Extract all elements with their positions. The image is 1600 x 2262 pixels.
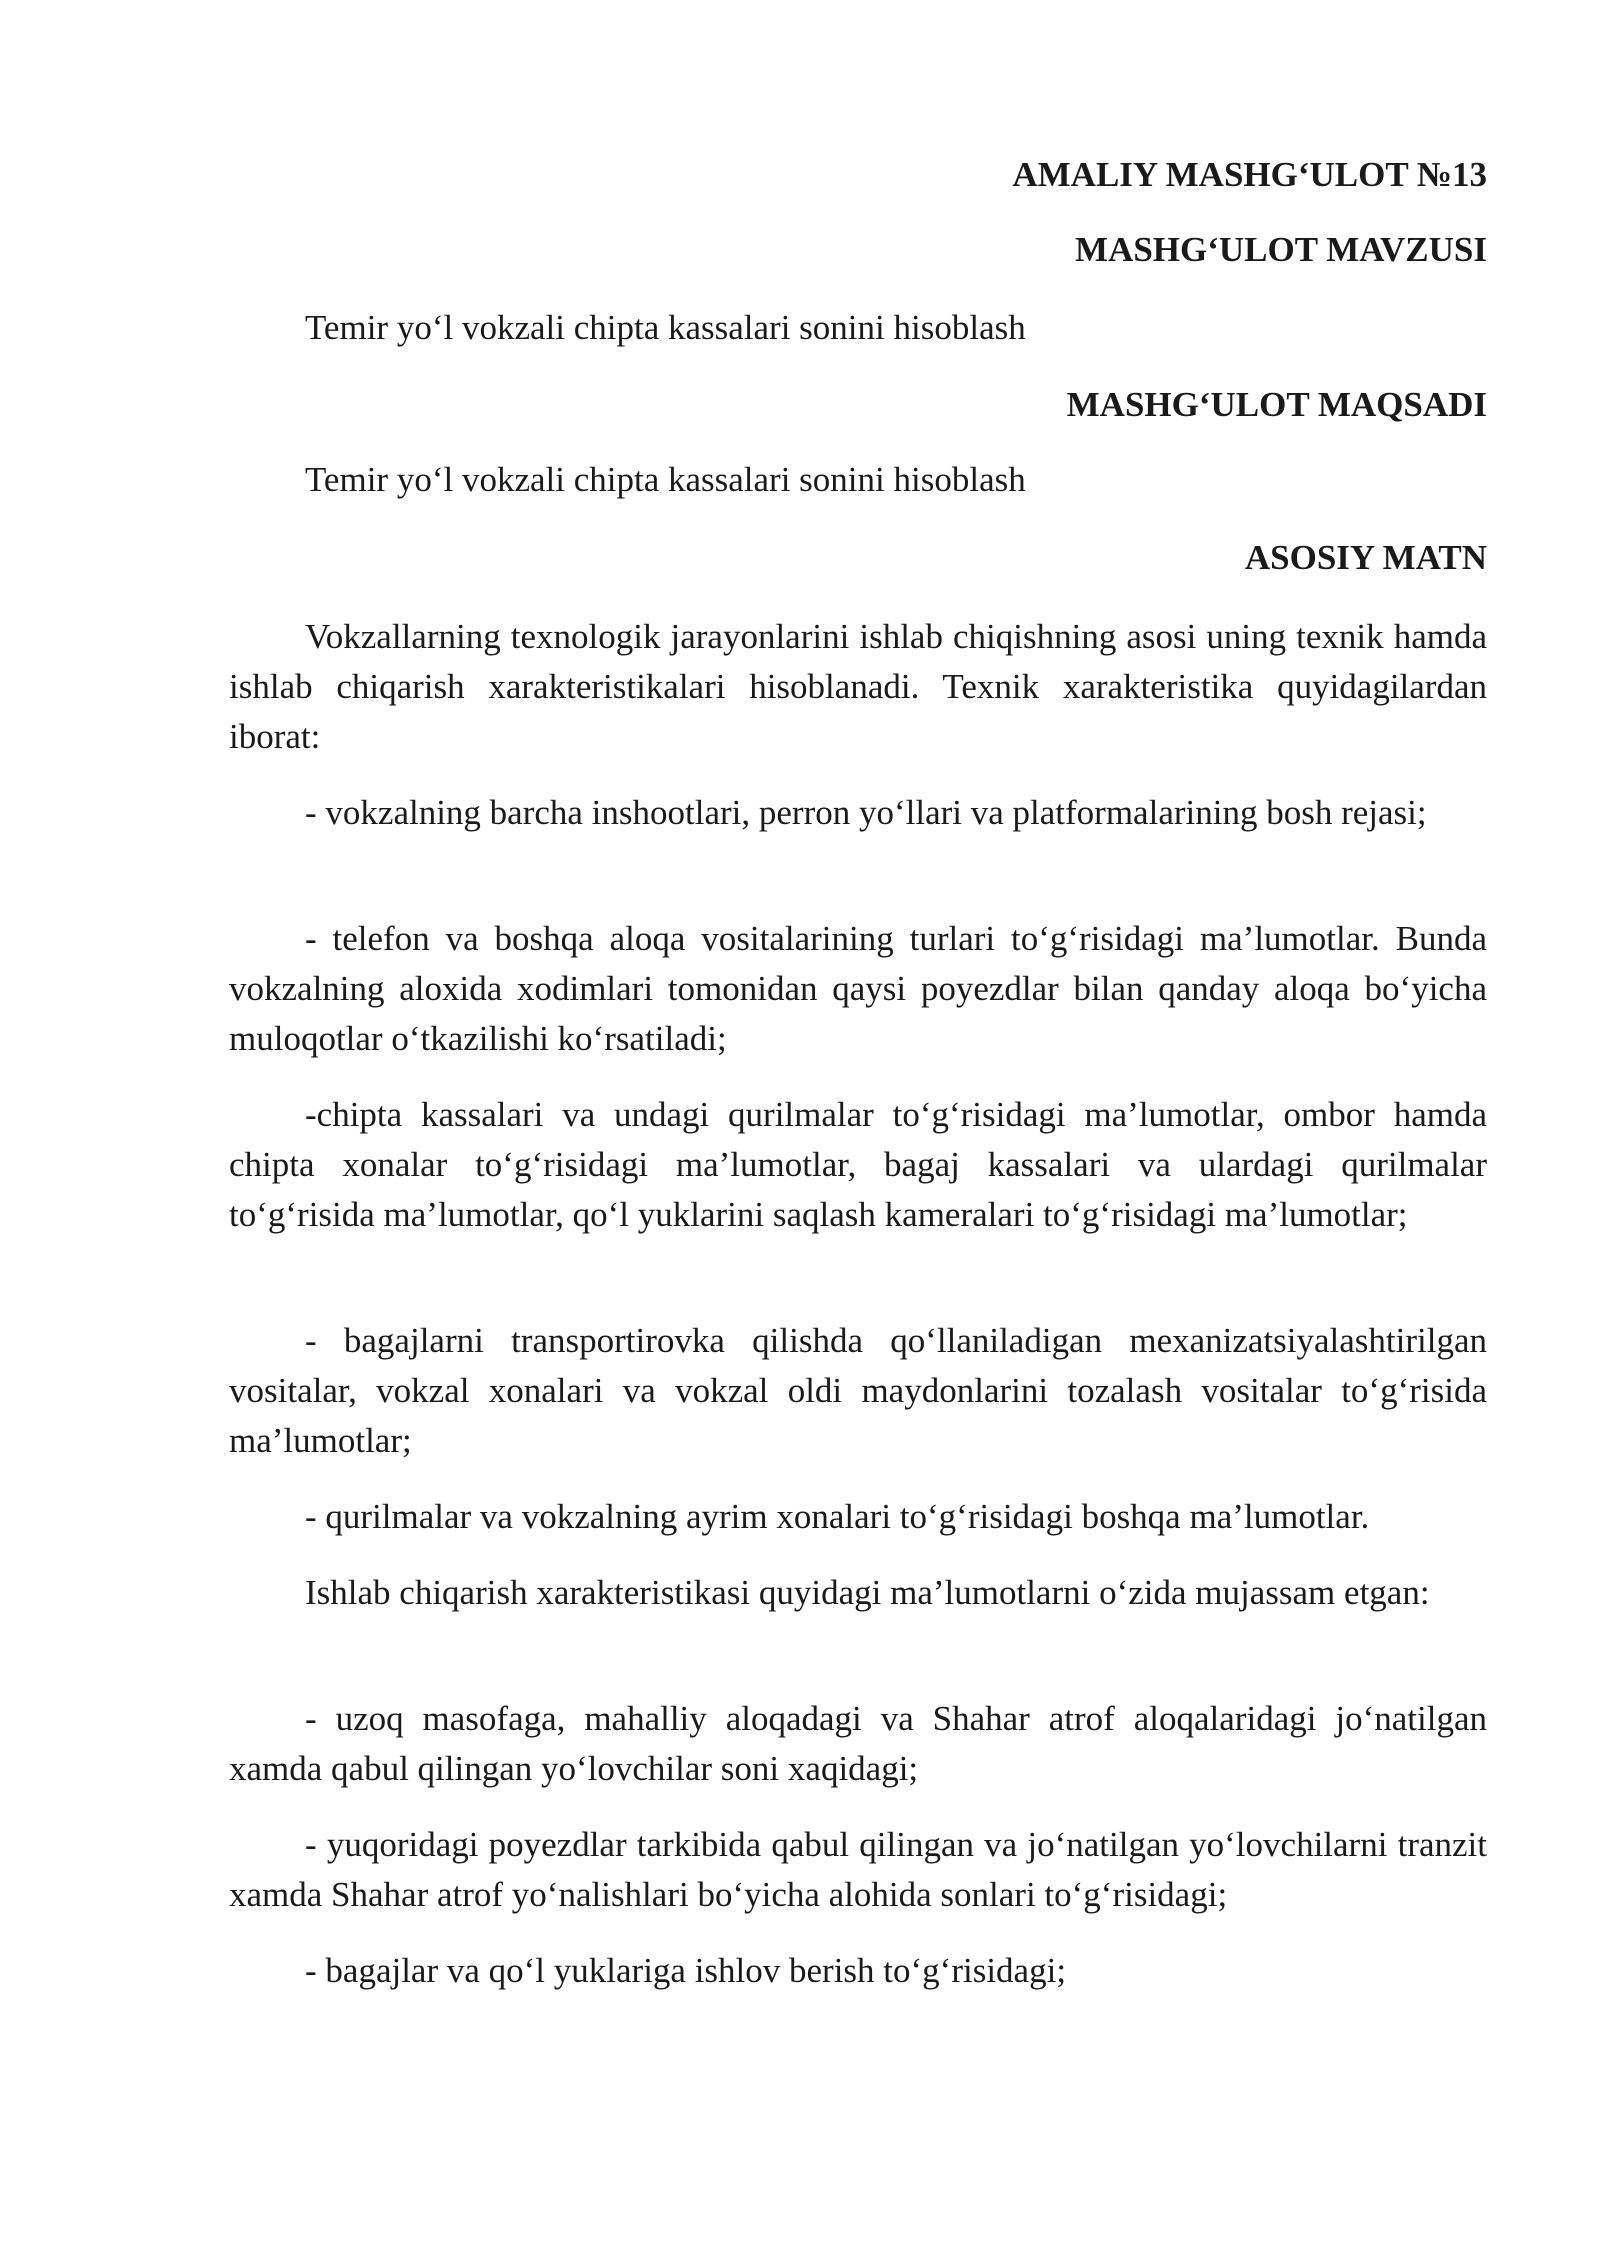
paragraph: - qurilmalar va vokzalning ayrim xonalari to‘g‘risidagi boshqa ma’lumotlar. bbox=[305, 1497, 1370, 1536]
topic-heading: MASHG‘ULOT MAVZUSI bbox=[1075, 230, 1487, 269]
goal-text: Temir yo‘l vokzali chipta kassalari sonini hisoblash bbox=[305, 460, 1026, 499]
paragraph: - uzoq masofaga, mahalliy aloqadagi va Shahar atrof aloqalaridagi jo‘natilgan xamda qabul qilingan yo‘lovchilar soni xaqidagi; bbox=[229, 1699, 1487, 1788]
paragraph: -chipta kassalari va undagi qurilmalar to‘g‘risidagi ma’lumotlar, ombor hamda chipta xonalar to‘g‘risidagi ma’lumotlar, bagaj kassalari va ulardagi qurilmalar to‘g‘risida ma’lumotlar, qo‘l yuklarini saqlash kameralari to‘g‘risidagi ma’lumotlar; bbox=[229, 1095, 1487, 1234]
paragraph: - yuqoridagi poyezdlar tarkibida qabul qilingan va jo‘natilgan yo‘lovchilarni tranzit xamda Shahar atrof yo‘nalishlari bo‘yicha alohida sonlari to‘g‘risidagi; bbox=[229, 1825, 1487, 1914]
exercise-heading: AMALIY MASHG‘ULOT №13 bbox=[1012, 155, 1487, 194]
paragraph: Ishlab chiqarish xarakteristikasi quyidagi ma’lumotlarni o‘zida mujassam etgan: bbox=[305, 1573, 1430, 1612]
paragraph: Vokzallarning texnologik jarayonlarini ishlab chiqishning asosi uning texnik hamda ishlab chiqarish xarakteristikalari hisoblanadi. Texnik xarakteristika quyidagilardan iborat: bbox=[229, 617, 1487, 756]
paragraph: - vokzalning barcha inshootlari, perron yo‘llari va platformalarining bosh rejasi; bbox=[305, 793, 1427, 832]
paragraph: - telefon va boshqa aloqa vositalarining turlari to‘g‘risidagi ma’lumotlar. Bunda vokzalning aloxida xodimlari tomonidan qaysi poyezdlar bilan qanday aloqa bo‘yicha muloqotlar o‘tkazilishi ko‘rsatiladi; bbox=[229, 919, 1487, 1058]
goal-heading: MASHG‘ULOT MAQSADI bbox=[1066, 385, 1487, 424]
topic-text: Temir yo‘l vokzali chipta kassalari sonini hisoblash bbox=[305, 308, 1026, 347]
paragraph: - bagajlar va qo‘l yuklariga ishlov berish to‘g‘risidagi; bbox=[305, 1951, 1067, 1990]
main-text-heading: ASOSIY MATN bbox=[1244, 538, 1487, 577]
paragraph: - bagajlarni transportirovka qilishda qo‘llaniladigan mexanizatsiyalashtirilgan vositalar, vokzal xonalari va vokzal oldi maydonlarini tozalash vositalar to‘g‘risida ma’lumotlar; bbox=[229, 1321, 1487, 1460]
